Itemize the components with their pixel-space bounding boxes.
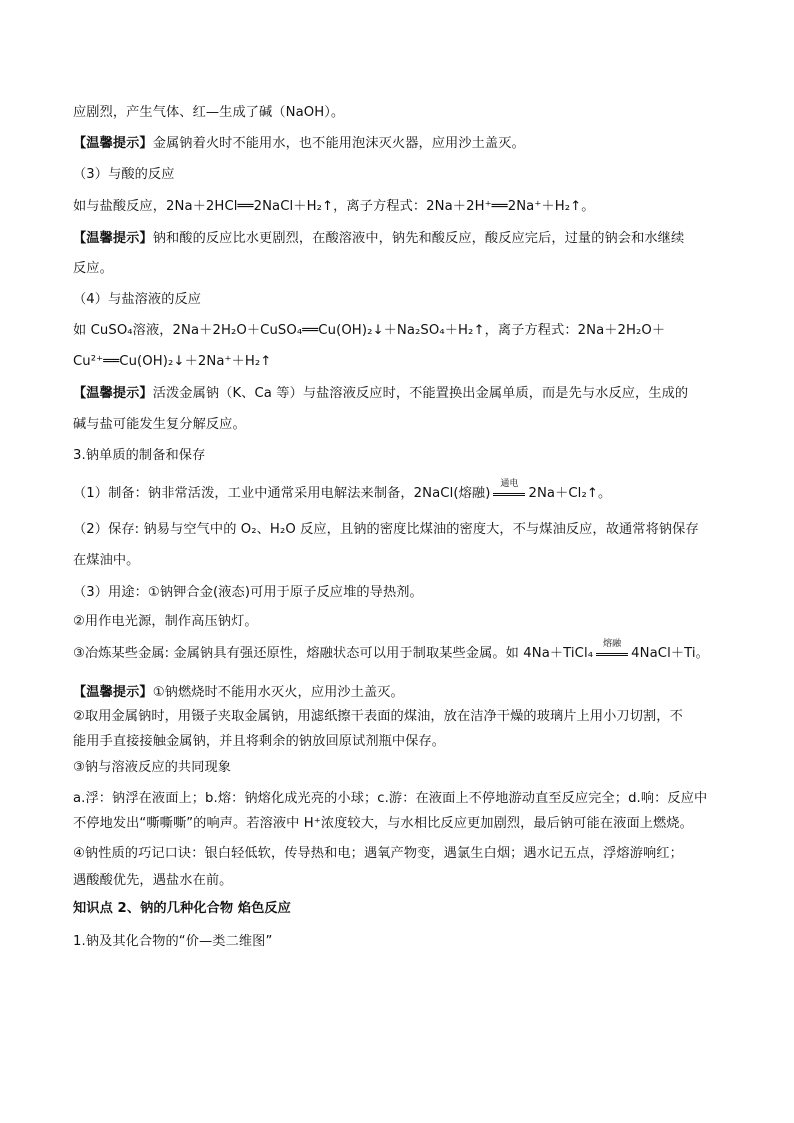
text-line: ②取用金属钠时，用镊子夹取金属钠，用滤纸擦干表面的煤油，放在洁净干燥的玻璃片上用小刀切割，不: [73, 709, 683, 724]
text-line: （4）与盐溶液的反应: [73, 292, 202, 307]
tip-line: 【温馨提示】①钠燃烧时不能用水灭火，应用沙土盖灭。: [73, 685, 404, 700]
equation-line: 如与盐酸反应，2Na＋2HCl══2NaCl＋H₂↑，离子方程式：2Na＋2H⁺══2Na⁺＋H₂↑。: [73, 199, 595, 214]
text-line: 反应。: [73, 261, 113, 276]
tip-label: 【温馨提示】: [73, 386, 153, 401]
equation-line: 如 CuSO₄溶液，2Na＋2H₂O＋CuSO₄══Cu(OH)₂↓＋Na₂SO₄＋H₂↑，离子方程式：2Na＋2H₂O＋: [73, 323, 666, 338]
text-line: （3）与酸的反应: [73, 167, 175, 182]
reaction-condition: 熔融: [603, 639, 622, 649]
tip-line: 【温馨提示】钠和酸的反应比水更剧烈，在酸溶液中，钠先和酸反应，酸反应完后，过量的钠会和水继续: [73, 231, 685, 246]
section-line: 3.钠单质的制备和保存: [73, 448, 206, 463]
equation-line: Cu²⁺══Cu(OH)₂↓＋2Na⁺＋H₂↑: [73, 354, 272, 369]
text-line: （3）用途：①钠钾合金(液态)可用于原子反应堆的导热剂。: [73, 585, 423, 600]
text-line: 1.钠及其化合物的“价—类二维图”: [73, 934, 273, 949]
text-line: 遇酸酸优先，遇盐水在前。: [73, 873, 233, 888]
equation-line: ③冶炼某些金属: 金属钠具有强还原性，熔融状态可以用于制取某些金属。如 4Na＋TiCl₄ 熔融 4NaCl＋Ti。: [73, 639, 709, 661]
tip-line: 【温馨提示】金属钠着火时不能用水，也不能用泡沫灭火器，应用沙土盖灭。: [73, 136, 525, 151]
tip-label: 【温馨提示】: [73, 685, 153, 700]
tip-label: 【温馨提示】: [73, 136, 153, 151]
text-line: ④钠性质的巧记口诀：银白轻低软，传导热和电；遇氧产物变，遇氯生白烟；遇水记五点，浮熔游响红；: [73, 846, 683, 861]
reaction-condition-arrow: [492, 479, 526, 503]
text-line: （2）保存: 钠易与空气中的 O₂、H₂O 反应，且钠的密度比煤油的密度大，不与煤油反应，故通常将钠保存: [73, 522, 699, 537]
text-line: ③钠与溶液反应的共同现象: [73, 760, 232, 775]
text-line: 能用手直接接触金属钠，并且将剩余的钠放回原试剂瓶中保存。: [73, 734, 446, 749]
text-line: 不停地发出“嘶嘶嘶”的响声。若溶液中 H⁺浓度较大，与水相比反应更加剧烈，最后钠可能在液面上燃烧。: [73, 816, 693, 831]
text-line: ②用作电光源，制作高压钠灯。: [73, 614, 258, 629]
tip-label: 【温馨提示】: [73, 231, 153, 246]
reaction-condition-arrow: [595, 639, 629, 663]
reaction-condition: 通电: [500, 479, 519, 489]
text-line: a.浮：钠浮在液面上；b.熔：钠熔化成光亮的小球；c.游：在液面上不停地游动直至反应完全；d.响：反应中: [73, 791, 708, 806]
section-heading: 知识点 2、钠的几种化合物 焰色反应: [73, 901, 291, 916]
equation-line: （1）制备：钠非常活泼，工业中通常采用电解法来制备，2NaCl(熔融) 通电 2Na＋Cl₂↑。: [73, 479, 612, 501]
text-line: 在煤油中。: [73, 553, 140, 568]
text-line: 应剧烈，产生气体、红—生成了碱（NaOH）。: [73, 105, 345, 120]
tip-line: 【温馨提示】活泼金属钠（K、Ca 等）与盐溶液反应时，不能置换出金属单质，而是先与水反应，生成的: [73, 386, 689, 401]
text-line: 碱与盐可能发生复分解反应。: [73, 417, 246, 432]
